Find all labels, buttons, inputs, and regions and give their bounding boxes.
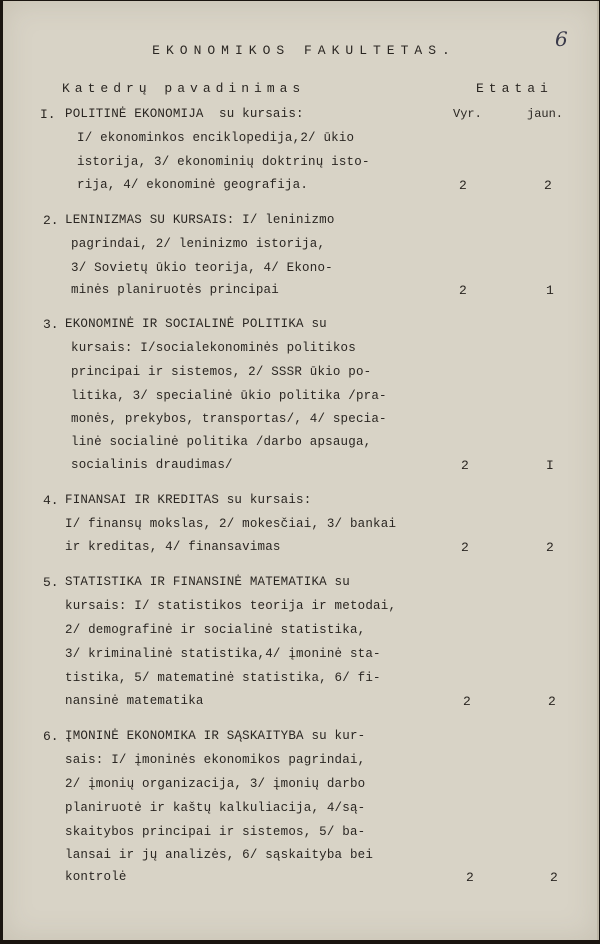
section-line: POLITINĖ EKONOMIJA su kursais: xyxy=(65,107,304,121)
staff-junior-value: I xyxy=(546,458,554,473)
section-line: istorija, 3/ ekonominių doktrinų isto- xyxy=(77,155,370,169)
section-line: I/ ekonominkos enciklopedija,2/ ūkio xyxy=(77,131,355,145)
header-departments: Katedrų pavadinimas xyxy=(62,81,306,96)
section-line: sais: I/ įmoninės ekonomikos pagrindai, xyxy=(65,753,366,767)
staff-junior-value: 2 xyxy=(544,178,552,193)
page-title: EKONOMIKOS FAKULTETAS. xyxy=(152,43,456,58)
section-line: EKONOMINĖ IR SOCIALINĖ POLITIKA su xyxy=(65,317,327,331)
section-line: nansinė matematika xyxy=(65,694,204,708)
section-line: litika, 3/ specialinė ūkio politika /pra- xyxy=(71,389,387,403)
section-line: monės, prekybos, transportas/, 4/ specia- xyxy=(71,412,387,426)
section-line: principai ir sistemos, 2/ SSSR ūkio po- xyxy=(71,365,372,379)
section-number: I. xyxy=(40,107,56,122)
section-line: socialinis draudimas/ xyxy=(71,458,233,472)
section-line: kontrolė xyxy=(65,870,127,884)
section-number: 3. xyxy=(43,317,59,332)
section-line: tistika, 5/ matematinė statistika, 6/ fi- xyxy=(65,671,381,685)
section-line: 2/ demografinė ir socialinė statistika, xyxy=(65,623,366,637)
document-page xyxy=(3,1,599,940)
section-line: kursais: I/socialekonominės politikos xyxy=(71,341,356,355)
section-line: lansai ir jų analizės, 6/ sąskaityba bei xyxy=(65,848,374,862)
section-number: 5. xyxy=(43,575,59,590)
section-line: 3/ Sovietų ūkio teorija, 4/ Ekono- xyxy=(71,261,333,275)
section-line: minės planiruotės principai xyxy=(71,283,279,297)
column-header-junior: jaun. xyxy=(527,107,564,121)
staff-senior-value: 2 xyxy=(461,458,469,473)
header-staff: Etatai xyxy=(476,81,553,96)
staff-senior-value: 2 xyxy=(459,283,467,298)
section-line: ĮMONINĖ EKONOMIKA IR SĄSKAITYBA su kur- xyxy=(65,729,366,743)
section-line: pagrindai, 2/ leninizmo istorija, xyxy=(71,237,326,251)
section-line: rija, 4/ ekonominė geografija. xyxy=(77,178,309,192)
section-line: skaitybos principai ir sistemos, 5/ ba- xyxy=(65,825,366,839)
staff-senior-value: 2 xyxy=(463,694,471,709)
section-line: I/ finansų mokslas, 2/ mokesčiai, 3/ bankai xyxy=(65,517,397,531)
staff-junior-value: 2 xyxy=(548,694,556,709)
section-line: FINANSAI IR KREDITAS su kursais: xyxy=(65,493,312,507)
section-line: ir kreditas, 4/ finansavimas xyxy=(65,540,281,554)
section-line: kursais: I/ statistikos teorija ir metodai, xyxy=(65,599,397,613)
section-line: STATISTIKA IR FINANSINĖ MATEMATIKA su xyxy=(65,575,350,589)
section-line: 3/ kriminalinė statistika,4/ įmoninė sta- xyxy=(65,647,381,661)
section-line: linė socialinė politika /darbo apsauga, xyxy=(71,435,372,449)
staff-junior-value: 2 xyxy=(546,540,554,555)
staff-junior-value: 2 xyxy=(550,870,558,885)
section-number: 2. xyxy=(43,213,59,228)
staff-junior-value: 1 xyxy=(546,283,554,298)
section-line: 2/ įmonių organizacija, 3/ įmonių darbo xyxy=(65,777,366,791)
section-number: 4. xyxy=(43,493,59,508)
column-header-senior: Vyr. xyxy=(453,107,482,121)
staff-senior-value: 2 xyxy=(461,540,469,555)
staff-senior-value: 2 xyxy=(459,178,467,193)
staff-senior-value: 2 xyxy=(466,870,474,885)
section-number: 6. xyxy=(43,729,59,744)
section-line: planiruotė ir kaštų kalkuliacija, 4/są- xyxy=(65,801,366,815)
section-line: LENINIZMAS SU KURSAIS: I/ leninizmo xyxy=(65,213,335,227)
page-number: 6 xyxy=(555,27,568,51)
